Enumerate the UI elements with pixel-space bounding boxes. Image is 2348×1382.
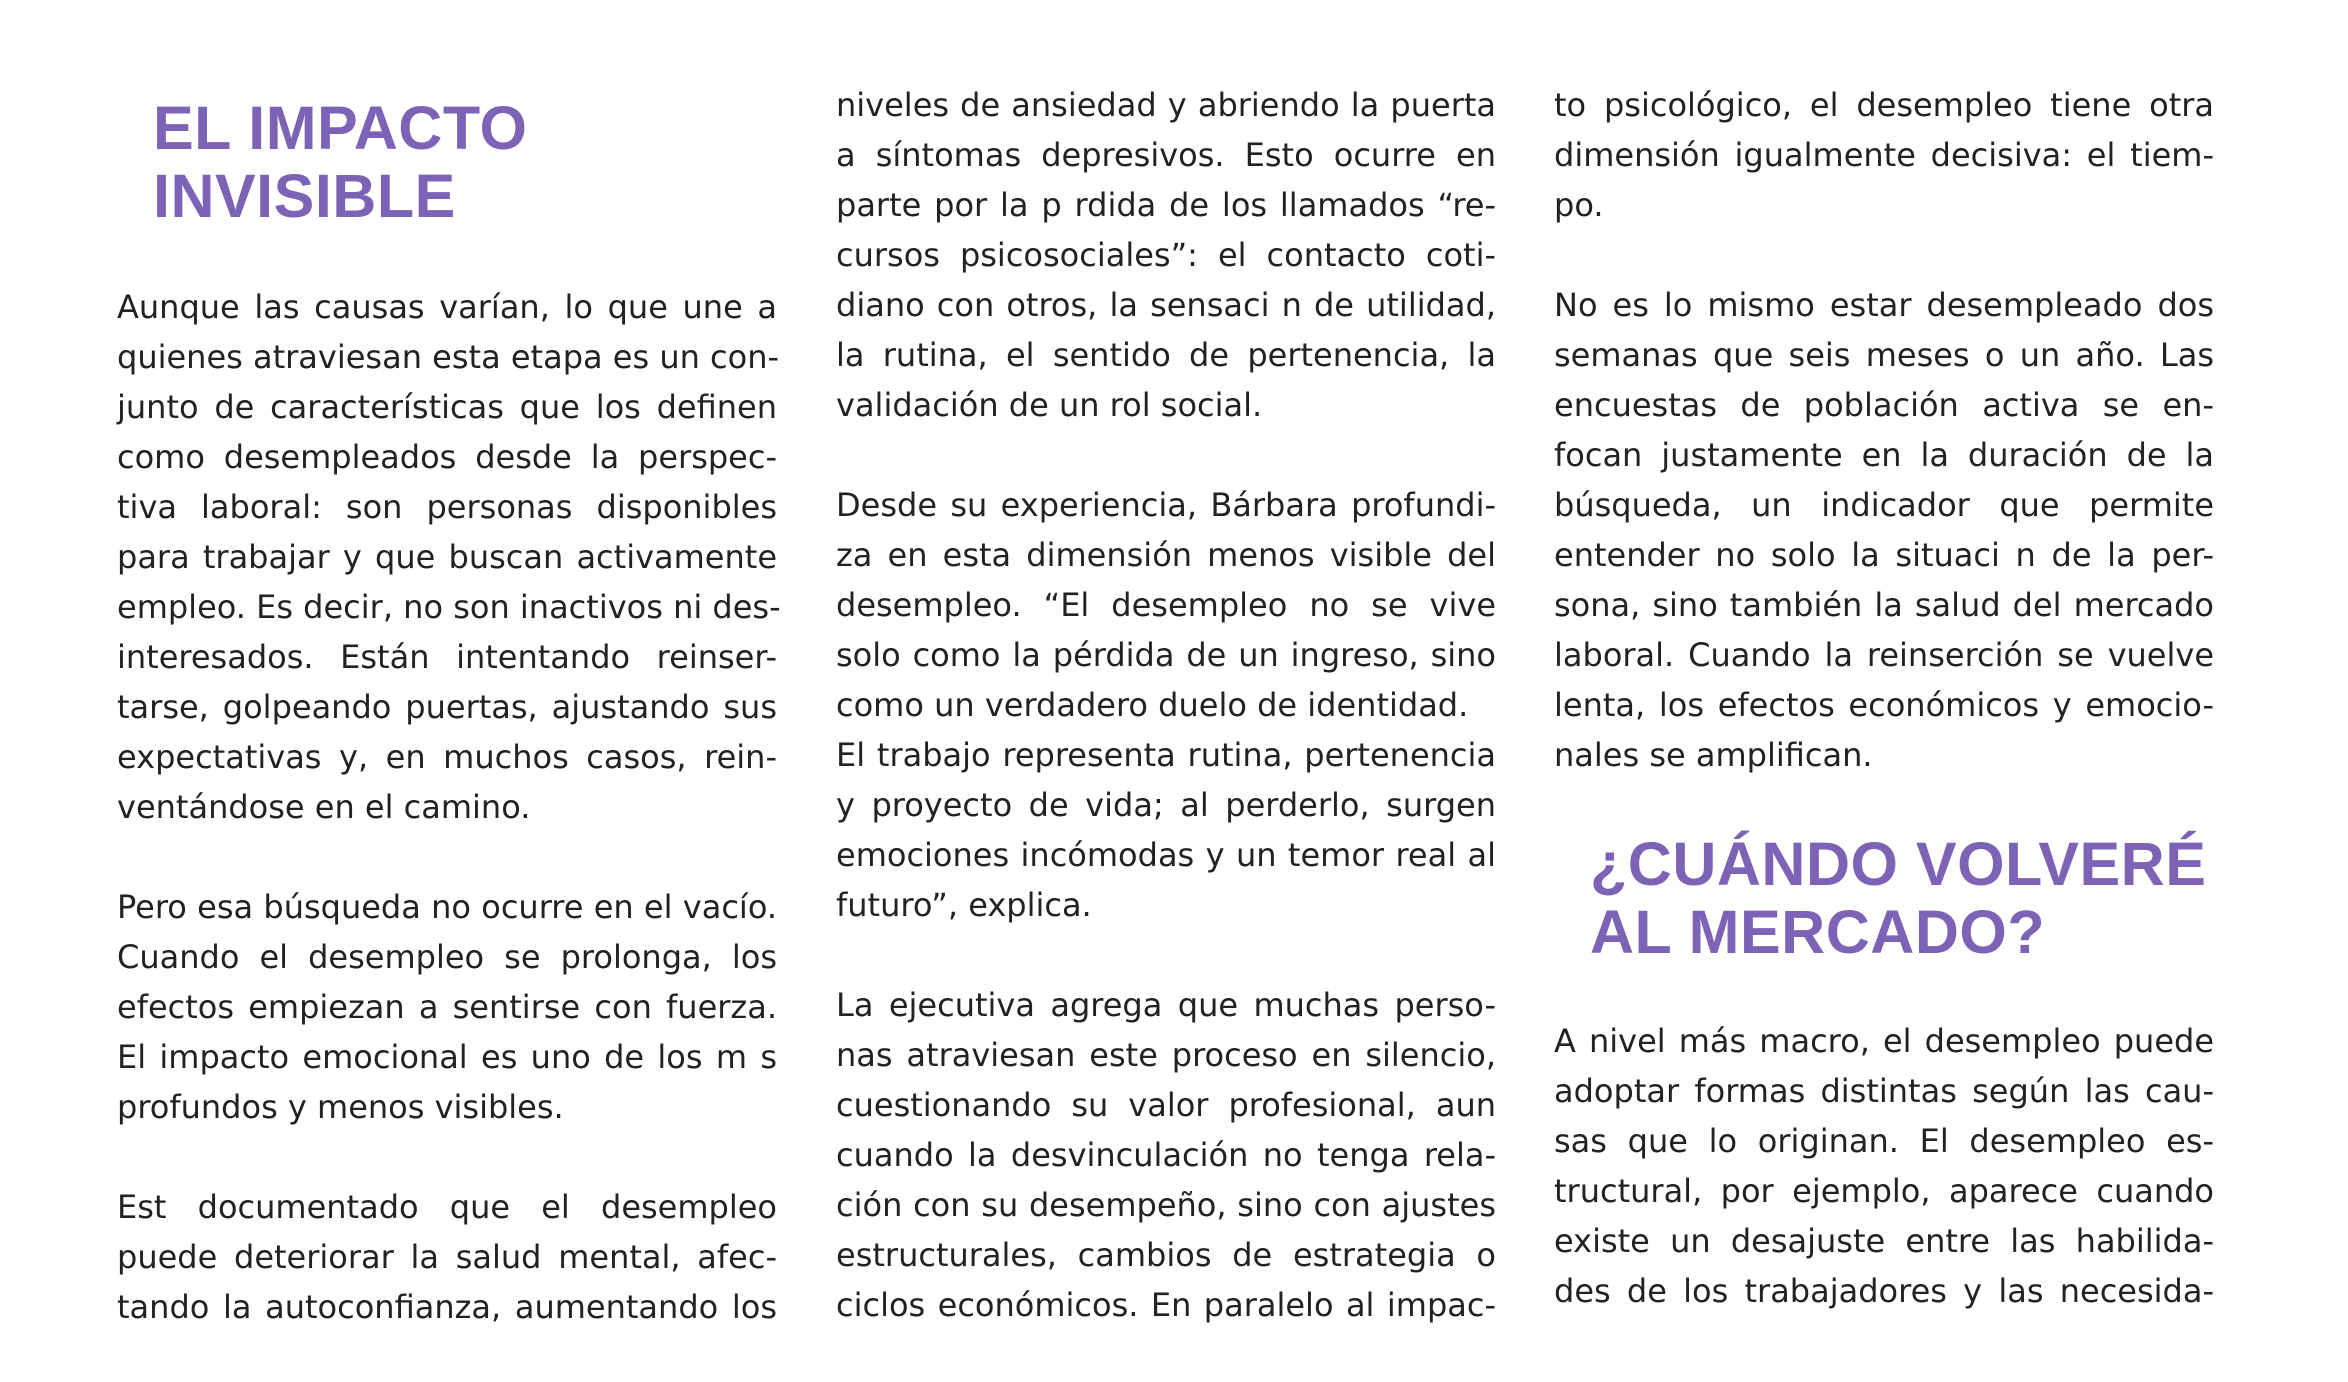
text-line: nas atraviesan este proceso en silencio,: [836, 1036, 1496, 1074]
heading-line: EL IMPACTO: [153, 94, 528, 162]
section-heading: [1590, 830, 2214, 966]
text-line: Desde su experiencia, Bárbara profundi-: [836, 486, 1496, 524]
text-line: búsqueda, un indicador que permite: [1554, 486, 2214, 524]
text-line: El impacto emocional es uno de los m s: [117, 1038, 777, 1076]
text-line: nales se amplifican.: [1554, 736, 1873, 774]
text-line: a síntomas depresivos. Esto ocurre en: [836, 136, 1496, 174]
text-line: y proyecto de vida; al perderlo, surgen: [836, 786, 1496, 824]
text-line: A nivel más macro, el desempleo puede: [1554, 1022, 2214, 1060]
body-paragraph: [836, 980, 1496, 1330]
text-line: to psicológico, el desempleo tiene otra: [1554, 86, 2214, 124]
text-line: po.: [1554, 186, 1604, 224]
text-line: cuando la desvinculación no tenga rela-: [836, 1136, 1496, 1174]
text-line: tiva laboral: son personas disponibles: [117, 488, 777, 526]
text-line: El trabajo representa rutina, pertenencia: [836, 736, 1496, 774]
text-line: lenta, los efectos económicos y emocio-: [1554, 686, 2214, 724]
body-paragraph: [117, 1182, 777, 1332]
text-line: cursos psicosociales”: el contacto coti-: [836, 236, 1496, 274]
text-line: sas que lo originan. El desempleo es-: [1554, 1122, 2214, 1160]
text-line: ventándose en el camino.: [117, 788, 531, 826]
text-line: dimensión igualmente decisiva: el tiem-: [1554, 136, 2214, 174]
text-line: laboral. Cuando la reinserción se vuelve: [1554, 636, 2214, 674]
text-line: la rutina, el sentido de pertenencia, la: [836, 336, 1496, 374]
text-line: profundos y menos visibles.: [117, 1088, 564, 1126]
text-line: puede deteriorar la salud mental, afec-: [117, 1238, 777, 1276]
body-paragraph: [117, 882, 777, 1132]
text-line: entender no solo la situaci n de la per-: [1554, 536, 2214, 574]
text-line: desempleo. “El desempleo no se vive: [836, 586, 1496, 624]
text-line: estructurales, cambios de estrategia o: [836, 1236, 1496, 1274]
text-line: parte por la p rdida de los llamados “re-: [836, 186, 1496, 224]
text-line: tarse, golpeando puertas, ajustando sus: [117, 688, 777, 726]
body-paragraph: [1554, 280, 2214, 780]
text-line: adoptar formas distintas según las cau-: [1554, 1072, 2214, 1110]
section-heading: [153, 94, 777, 230]
text-line: La ejecutiva agrega que muchas perso-: [836, 986, 1496, 1024]
text-line: ciclos económicos. En paralelo al impac-: [836, 1286, 1496, 1324]
text-line: focan justamente en la duración de la: [1554, 436, 2214, 474]
text-line: expectativas y, en muchos casos, rein-: [117, 738, 777, 776]
text-line: ción con su desempeño, sino con ajustes: [836, 1186, 1496, 1224]
text-line: diano con otros, la sensaci n de utilidad,: [836, 286, 1496, 324]
body-paragraph: [836, 480, 1496, 930]
text-line: cuestionando su valor profesional, aun: [836, 1086, 1496, 1124]
text-line: como un verdadero duelo de identidad.: [836, 686, 1469, 724]
text-line: validación de un rol social.: [836, 386, 1263, 424]
text-line: niveles de ansiedad y abriendo la puerta: [836, 86, 1496, 124]
text-line: efectos empiezan a sentirse con fuerza.: [117, 988, 777, 1026]
text-line: No es lo mismo estar desempleado dos: [1554, 286, 2214, 324]
column-1: [117, 80, 781, 1382]
body-paragraph: [1554, 80, 2214, 230]
text-line: solo como la pérdida de un ingreso, sino: [836, 636, 1496, 674]
text-line: semanas que seis meses o un año. Las: [1554, 336, 2214, 374]
text-line: des de los trabajadores y las necesida-: [1554, 1272, 2214, 1310]
text-line: Aunque las causas varían, lo que une a: [117, 288, 777, 326]
text-line: sona, sino también la salud del mercado: [1554, 586, 2214, 624]
heading-line: INVISIBLE: [153, 162, 456, 230]
body-paragraph: [1554, 1016, 2214, 1316]
text-line: para trabajar y que buscan activamente: [117, 538, 777, 576]
text-line: quienes atraviesan esta etapa es un con-: [117, 338, 780, 376]
column-3: [1554, 80, 2214, 1366]
body-paragraph: [836, 80, 1496, 430]
text-line: interesados. Están intentando reinser-: [117, 638, 777, 676]
text-line: futuro”, explica.: [836, 886, 1092, 924]
text-line: Pero esa búsqueda no ocurre en el vacío.: [117, 888, 777, 926]
text-line: za en esta dimensión menos visible del: [836, 536, 1496, 574]
text-line: tructural, por ejemplo, aparece cuando: [1554, 1172, 2214, 1210]
heading-line: AL MERCADO?: [1590, 898, 2046, 966]
text-line: junto de características que los definen: [117, 388, 777, 426]
text-line: Est documentado que el desempleo: [117, 1188, 777, 1226]
text-line: existe un desajuste entre las habilida-: [1554, 1222, 2214, 1260]
text-line: Cuando el desempleo se prolonga, los: [117, 938, 777, 976]
text-line: tando la autoconfianza, aumentando los: [117, 1288, 777, 1326]
text-line: encuestas de población activa se en-: [1554, 386, 2214, 424]
body-paragraph: [117, 282, 781, 832]
heading-line: ¿CUÁNDO VOLVERÉ: [1590, 830, 2207, 898]
text-line: emociones incómodas y un temor real al: [836, 836, 1496, 874]
column-2: [836, 80, 1496, 1380]
text-line: como desempleados desde la perspec-: [117, 438, 777, 476]
text-line: empleo. Es decir, no son inactivos ni des-: [117, 588, 781, 626]
